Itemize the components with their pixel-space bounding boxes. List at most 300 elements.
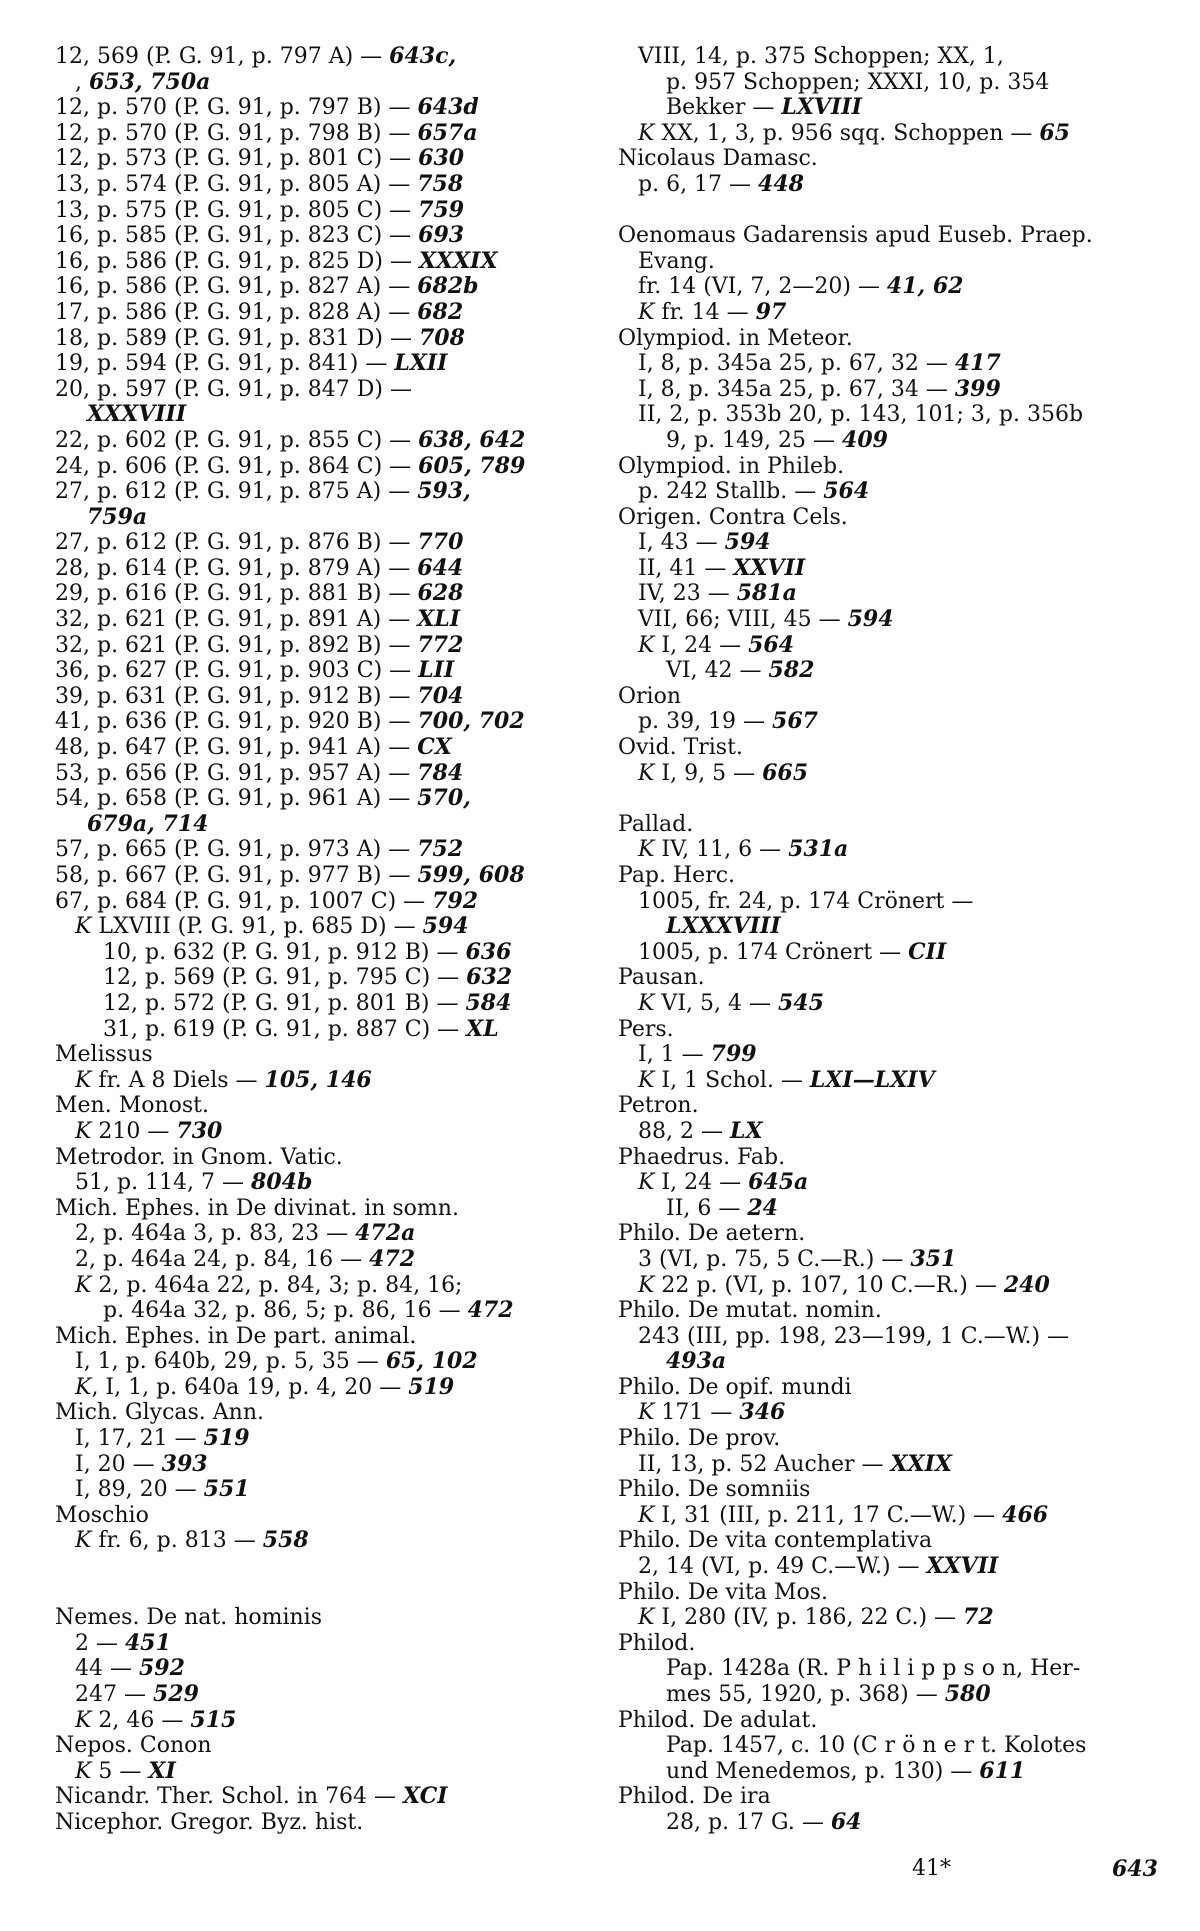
entry-text: p. 242 Stallb. — — [638, 479, 824, 505]
index-entry — [55, 1656, 595, 1682]
index-entry — [618, 1503, 1173, 1529]
entry-text: 13, p. 575 (P. G. 91, p. 805 C) — — [55, 197, 419, 223]
page-reference: 594 — [422, 913, 469, 940]
entry-text: 13, p. 574 (P. G. 91, p. 805 A) — — [55, 171, 418, 197]
entry-text: p. 6, 17 — — [638, 171, 759, 197]
index-entry — [618, 1759, 1173, 1785]
page-reference: 730 — [176, 1117, 223, 1144]
entry-text: , — [75, 69, 89, 95]
page-reference: 605, 789 — [418, 452, 526, 479]
index-entry — [55, 44, 595, 70]
entry-text: 2, 46 — — [91, 1707, 191, 1733]
page-reference: 493a — [666, 1348, 727, 1375]
index-entry — [618, 709, 1173, 735]
index-entry — [55, 633, 595, 659]
index-entry — [618, 1068, 1173, 1094]
index-entry — [618, 121, 1173, 147]
index-entry — [618, 428, 1173, 454]
index-entry — [55, 1477, 595, 1503]
page-reference: 599, 608 — [417, 862, 525, 888]
index-heading — [618, 965, 1173, 991]
index-entry — [618, 761, 1173, 787]
entry-text: 24, p. 606 (P. G. 91, p. 864 C) — — [55, 453, 419, 479]
page-reference: 700, 702 — [417, 708, 525, 735]
entry-text: mes 55, 1920, p. 368) — — [666, 1682, 945, 1707]
page-reference: 630 — [418, 145, 465, 172]
entry-text: 27, p. 612 (P. G. 91, p. 876 B) — — [55, 530, 418, 556]
k-marker: K — [638, 1272, 655, 1298]
page-reference: 564 — [748, 631, 795, 658]
entry-text: 57, p. 665 (P. G. 91, p. 973 A) — — [55, 837, 418, 863]
page-reference: LX — [729, 1117, 763, 1144]
page-reference: 519 — [408, 1373, 455, 1400]
index-entry — [55, 761, 595, 787]
page-reference: 466 — [1002, 1501, 1049, 1528]
page-reference: 644 — [417, 554, 464, 581]
index-entry — [55, 863, 595, 889]
entry-text: Nepos. Conon — [55, 1733, 212, 1759]
page-reference: 682b — [417, 273, 479, 300]
entry-text: Philo. De vita contemplativa — [618, 1528, 933, 1554]
entry-text: 17, p. 586 (P. G. 91, p. 828 A) — — [55, 299, 418, 325]
entry-text: 12, p. 569 (P. G. 91, p. 795 C) — — [103, 965, 467, 991]
entry-text: 39, p. 631 (P. G. 91, p. 912 B) — — [55, 683, 418, 709]
k-marker: K — [638, 1502, 655, 1528]
entry-text: fr. A 8 Diels — — [91, 1067, 265, 1093]
index-entry — [618, 1656, 1173, 1682]
index-entry — [618, 1324, 1173, 1350]
page-reference: 594 — [847, 606, 894, 633]
page-reference: 24 — [747, 1194, 778, 1221]
entry-text: Pap. 1457, c. 10 (C r ö n e r t. Kolotes — [666, 1733, 1087, 1759]
entry-text: Moschio — [55, 1502, 149, 1528]
index-entry — [55, 914, 595, 940]
index-entry — [618, 530, 1173, 556]
entry-text: I, 24 — — [654, 632, 749, 658]
entry-text: 41, p. 636 (P. G. 91, p. 920 B) — — [55, 709, 418, 735]
index-entry — [55, 326, 595, 352]
index-entry — [55, 684, 595, 710]
page-reference: 643d — [417, 94, 479, 121]
entry-text: 67, p. 684 (P. G. 91, p. 1007 C) — — [55, 888, 433, 914]
left-column — [55, 44, 595, 1836]
page-reference: XXXVIII — [87, 401, 187, 428]
index-entry — [55, 991, 595, 1017]
entry-text: 1005, p. 174 Crönert — — [638, 939, 909, 965]
page-reference: 567 — [772, 708, 818, 735]
page-reference: 65 — [1039, 119, 1070, 146]
page-reference: LXXXVIII — [666, 913, 781, 940]
entry-text: 12, p. 573 (P. G. 91, p. 801 C) — — [55, 146, 419, 172]
page-reference: CX — [417, 734, 452, 761]
index-entry — [55, 1452, 595, 1478]
index-heading — [618, 505, 1173, 531]
page-reference: 704 — [417, 682, 464, 709]
index-entry — [55, 1426, 595, 1452]
index-entry — [55, 965, 595, 991]
page-reference: XXVII — [926, 1553, 999, 1580]
index-entry — [618, 351, 1173, 377]
index-heading — [55, 1196, 595, 1222]
entry-text: p. 39, 19 — — [638, 709, 773, 735]
index-entry — [618, 889, 1173, 915]
page-reference: 693 — [418, 222, 465, 249]
entry-text: Philo. De mutat. nomin. — [618, 1298, 882, 1324]
entry-text: 29, p. 616 (P. G. 91, p. 881 B) — — [55, 581, 418, 607]
page-reference: LXI—LXIV — [809, 1066, 935, 1093]
page-reference: 636 — [465, 938, 512, 965]
page-reference: 772 — [417, 631, 464, 658]
index-entry — [55, 198, 595, 224]
entry-text: 28, p. 614 (P. G. 91, p. 879 A) — — [55, 555, 418, 581]
page-reference: 409 — [842, 426, 888, 453]
index-heading — [618, 1426, 1173, 1452]
entry-text: 12, p. 572 (P. G. 91, p. 801 B) — — [103, 990, 466, 1016]
page-reference: 638, 642 — [418, 426, 526, 453]
entry-text: Men. Monost. — [55, 1093, 210, 1119]
entry-text: I, 1 — — [638, 1042, 711, 1068]
page-reference: 240 — [1003, 1271, 1050, 1298]
entry-text: 58, p. 667 (P. G. 91, p. 977 B) — — [55, 863, 418, 888]
index-entry — [55, 223, 595, 249]
entry-text: 44 — — [75, 1656, 139, 1682]
entry-text: p. 957 Schoppen; XXXI, 10, p. 354 — [666, 69, 1050, 95]
entry-text: 12, p. 570 (P. G. 91, p. 797 B) — — [55, 95, 418, 121]
page-reference: 657a — [417, 119, 478, 146]
index-entry — [618, 95, 1173, 121]
entry-text: 2, p. 464a 3, p. 83, 23 — — [75, 1221, 356, 1247]
page-reference: 399 — [954, 375, 1001, 402]
entry-text: 32, p. 621 (P. G. 91, p. 892 B) — — [55, 632, 418, 658]
k-marker: K — [75, 1272, 92, 1298]
entry-text: fr. 14 (VI, 7, 2—20) — — [638, 274, 887, 300]
index-heading — [618, 1580, 1173, 1606]
page-reference: XXVII — [733, 554, 806, 581]
page-reference: 752 — [417, 836, 464, 863]
k-marker: K — [638, 299, 655, 325]
entry-text: 247 — — [75, 1682, 153, 1707]
k-marker: K — [75, 1528, 92, 1554]
entry-text: VI, 5, 4 — — [654, 990, 778, 1016]
index-entry — [55, 556, 595, 582]
page-reference: 417 — [954, 350, 1001, 377]
index-entry — [55, 428, 595, 454]
k-marker: K — [638, 990, 655, 1016]
page-reference: CII — [908, 938, 947, 965]
entry-text: I, 1, p. 640b, 29, p. 5, 35 — — [75, 1349, 386, 1375]
index-heading — [618, 735, 1173, 761]
entry-text: 10, p. 632 (P. G. 91, p. 912 B) — — [103, 939, 466, 965]
index-entry — [618, 1452, 1173, 1478]
page-reference: 784 — [417, 759, 464, 786]
index-entry — [618, 658, 1173, 684]
index-heading — [55, 1145, 595, 1171]
page-reference: 515 — [190, 1706, 237, 1733]
index-entry — [55, 454, 595, 480]
entry-text: I, 1 Schol. — — [654, 1067, 810, 1093]
entry-text: 54, p. 658 (P. G. 91, p. 961 A) — — [55, 786, 418, 812]
entry-text: I, 31 (III, p. 211, 17 C.—W.) — — [654, 1502, 1003, 1528]
page-reference: 758 — [417, 170, 464, 197]
index-entry — [55, 70, 595, 96]
index-entry — [55, 1273, 595, 1299]
entry-text: fr. 14 — — [654, 299, 756, 325]
k-marker: K — [75, 1758, 92, 1784]
index-entry — [55, 274, 595, 300]
index-entry — [55, 1068, 595, 1094]
entry-text: Nicolaus Damasc. — [618, 146, 818, 172]
page-reference: 628 — [417, 580, 464, 607]
index-heading — [55, 1503, 595, 1529]
page-reference: 570, — [417, 785, 471, 812]
page-reference: 558 — [262, 1527, 309, 1554]
index-entry — [55, 581, 595, 607]
page-reference: 581a — [736, 580, 797, 607]
entry-text: IV, 23 — — [638, 581, 737, 607]
page-reference: XXIX — [890, 1450, 952, 1477]
index-heading — [618, 863, 1173, 889]
index-entry — [618, 402, 1173, 428]
entry-text: II, 6 — — [666, 1195, 748, 1221]
k-marker: K — [638, 120, 655, 146]
index-entry — [618, 1349, 1173, 1375]
entry-text: Ovid. Trist. — [618, 735, 743, 761]
page-reference: 545 — [777, 989, 824, 1016]
entry-text: 5 — — [91, 1758, 149, 1784]
index-entry — [55, 735, 595, 761]
entry-text: 20, p. 597 (P. G. 91, p. 847 D) — — [55, 376, 412, 402]
index-heading — [618, 1017, 1173, 1043]
index-entry — [618, 1733, 1173, 1759]
index-entry — [618, 479, 1173, 505]
page-reference: 519 — [203, 1425, 250, 1452]
page-reference: XL — [466, 1015, 499, 1042]
index-entry — [55, 786, 595, 812]
index-entry — [55, 1221, 595, 1247]
index-entry — [618, 1810, 1173, 1836]
entry-text: I, 89, 20 — — [75, 1477, 204, 1503]
page-reference: XCI — [403, 1783, 448, 1810]
index-entry — [55, 1247, 595, 1273]
index-entry — [618, 633, 1173, 659]
page-reference: LXVIII — [781, 94, 862, 121]
page-reference: 582 — [768, 657, 815, 684]
page-reference: 551 — [203, 1476, 250, 1503]
k-marker: K — [638, 1170, 655, 1196]
page-reference: 472 — [369, 1245, 416, 1272]
entry-text: Philo. De aetern. — [618, 1221, 806, 1247]
index-entry — [55, 95, 595, 121]
entry-text: Mich. Ephes. in De part. animal. — [55, 1323, 417, 1349]
index-heading — [55, 1784, 595, 1810]
index-heading — [55, 1810, 595, 1836]
index-entry — [55, 121, 595, 147]
index-entry — [55, 709, 595, 735]
k-marker: K — [638, 760, 655, 786]
entry-text: und Menedemos, p. 130) — — [666, 1758, 980, 1784]
index-heading — [618, 1784, 1173, 1810]
index-entry — [55, 1170, 595, 1196]
entry-text: Oenomaus Gadarensis apud Euseb. Praep. — [618, 223, 1093, 249]
page-reference: 643c, — [389, 43, 457, 69]
entry-text: 12, 569 (P. G. 91, p. 797 A) — — [55, 44, 390, 69]
index-entry — [618, 1682, 1173, 1708]
entry-text: Pausan. — [618, 965, 705, 991]
page-reference: 351 — [910, 1245, 957, 1272]
entry-text: XX, 1, 3, p. 956 sqq. Schoppen — — [654, 120, 1040, 146]
entry-text: 28, p. 17 G. — — [666, 1809, 831, 1835]
index-entry — [55, 377, 595, 403]
entry-text: 48, p. 647 (P. G. 91, p. 941 A) — — [55, 735, 418, 761]
page-reference: 41, 62 — [886, 273, 964, 300]
entry-text: Olympiod. in Meteor. — [618, 325, 853, 351]
entry-text: Pap. Herc. — [618, 863, 736, 888]
entry-text: 36, p. 627 (P. G. 91, p. 903 C) — — [55, 658, 419, 684]
entry-text: Pallad. — [618, 811, 694, 837]
index-heading — [618, 454, 1173, 480]
entry-text: Melissus — [55, 1042, 153, 1068]
index-entry — [55, 1298, 595, 1324]
index-entry — [618, 914, 1173, 940]
entry-text: 1005, fr. 24, p. 174 Crönert — — [638, 888, 974, 914]
page-reference: 759 — [418, 196, 465, 223]
index-entry — [618, 172, 1173, 198]
entry-text: 243 (III, pp. 198, 23—199, 1 C.—W.) — — [638, 1323, 1070, 1349]
index-entry — [55, 837, 595, 863]
page-reference: 804b — [251, 1169, 313, 1196]
signature-mark: 41* — [912, 1856, 951, 1881]
index-heading — [618, 1093, 1173, 1119]
index-entry — [55, 658, 595, 684]
index-heading — [618, 1477, 1173, 1503]
entry-text: 2, 14 (VI, p. 49 C.—W.) — — [638, 1554, 927, 1580]
index-entry — [618, 1170, 1173, 1196]
index-entry — [55, 607, 595, 633]
entry-text: I, 9, 5 — — [654, 760, 763, 786]
index-heading — [618, 1708, 1173, 1734]
entry-text: Philo. De somniis — [618, 1477, 811, 1503]
page-reference: 529 — [152, 1681, 199, 1707]
k-marker: K — [638, 837, 655, 863]
page-reference: 448 — [758, 170, 804, 197]
entry-text: Philo. De opif. mundi — [618, 1374, 852, 1400]
index-heading — [55, 1733, 595, 1759]
page-reference: XLI — [417, 606, 461, 633]
page-reference: 770 — [417, 529, 464, 556]
index-heading — [55, 1400, 595, 1426]
k-marker: K — [638, 1400, 655, 1426]
index-entry — [55, 1708, 595, 1734]
entry-text: Orion — [618, 683, 682, 709]
entry-text: Metrodor. in Gnom. Vatic. — [55, 1144, 343, 1170]
entry-text: 16, p. 585 (P. G. 91, p. 823 C) — — [55, 223, 419, 249]
entry-text: Phaedrus. Fab. — [618, 1144, 786, 1170]
index-entry — [55, 300, 595, 326]
entry-text: 27, p. 612 (P. G. 91, p. 875 A) — — [55, 479, 418, 505]
page-reference: 105, 146 — [264, 1066, 372, 1093]
index-heading — [618, 1528, 1173, 1554]
entry-text: II, 13, p. 52 Aucher — — [638, 1451, 891, 1477]
index-heading — [618, 812, 1173, 838]
entry-text: Mich. Ephes. in De divinat. in somn. — [55, 1195, 459, 1221]
index-entry — [618, 377, 1173, 403]
index-heading — [618, 326, 1173, 352]
page-reference: 632 — [466, 964, 513, 991]
index-heading — [55, 1324, 595, 1350]
page-reference: 346 — [739, 1399, 786, 1426]
index-entry — [618, 274, 1173, 300]
index-entry — [618, 1042, 1173, 1068]
entry-text: VII, 66; VIII, 45 — — [638, 607, 848, 633]
index-entry — [55, 249, 595, 275]
entry-text: Pers. — [618, 1016, 674, 1042]
page-reference: 594 — [724, 529, 771, 556]
index-entry — [618, 940, 1173, 966]
index-heading — [618, 1631, 1173, 1657]
index-heading — [618, 1375, 1173, 1401]
page-reference: 451 — [124, 1629, 171, 1656]
entry-text: 2, p. 464a 22, p. 84, 3; p. 84, 16; — [91, 1272, 463, 1298]
index-heading — [618, 1221, 1173, 1247]
index-entry — [618, 991, 1173, 1017]
page-reference: LXII — [394, 350, 448, 377]
entry-text: I, 280 (IV, p. 186, 22 C.) — — [654, 1605, 964, 1631]
index-entry — [618, 1119, 1173, 1145]
index-heading — [618, 223, 1173, 249]
page-reference: 653, 750a — [89, 68, 211, 95]
entry-text: VI, 42 — — [666, 658, 769, 684]
index-heading — [618, 684, 1173, 710]
index-heading — [618, 1298, 1173, 1324]
page-reference: 72 — [963, 1604, 994, 1631]
page-number: 643 — [1112, 1856, 1158, 1882]
entry-text: 19, p. 594 (P. G. 91, p. 841) — — [55, 351, 395, 377]
blank-line — [55, 1554, 595, 1580]
index-heading — [618, 146, 1173, 172]
entry-text: 32, p. 621 (P. G. 91, p. 891 A) — — [55, 607, 418, 633]
entry-text: 31, p. 619 (P. G. 91, p. 887 C) — — [103, 1016, 467, 1042]
index-heading — [55, 1605, 595, 1631]
entry-text: 16, p. 586 (P. G. 91, p. 825 D) — — [55, 248, 419, 274]
entry-text: Philod. — [618, 1630, 696, 1656]
entry-text: Pap. 1428a (R. P h i l i p p s o n, Her- — [666, 1656, 1081, 1682]
entry-text: 210 — — [91, 1118, 177, 1144]
entry-text: fr. 6, p. 813 — — [91, 1528, 263, 1554]
page-reference: 472 — [467, 1297, 514, 1324]
page-reference: 531a — [788, 836, 849, 863]
k-marker: K — [638, 1605, 655, 1631]
index-heading — [55, 1042, 595, 1068]
index-entry — [618, 1554, 1173, 1580]
page-reference: 584 — [465, 989, 512, 1016]
index-entry — [618, 1400, 1173, 1426]
entry-text: Evang. — [638, 248, 715, 274]
entry-text: 2, p. 464a 24, p. 84, 16 — — [75, 1246, 370, 1272]
entry-text: Bekker — — [666, 95, 782, 121]
page-reference: 97 — [755, 298, 787, 325]
index-entry — [618, 837, 1173, 863]
page-reference: 792 — [432, 887, 479, 914]
index-entry — [55, 1017, 595, 1043]
entry-text: Philod. De adulat. — [618, 1707, 818, 1733]
entry-text: Petron. — [618, 1093, 699, 1119]
entry-text: II, 2, p. 353b 20, p. 143, 101; 3, p. 356b — [638, 402, 1084, 428]
index-entry — [618, 300, 1173, 326]
blank-line — [55, 1580, 595, 1606]
k-marker: K — [75, 1118, 92, 1144]
index-entry — [55, 530, 595, 556]
entry-text: 171 — — [654, 1400, 740, 1426]
